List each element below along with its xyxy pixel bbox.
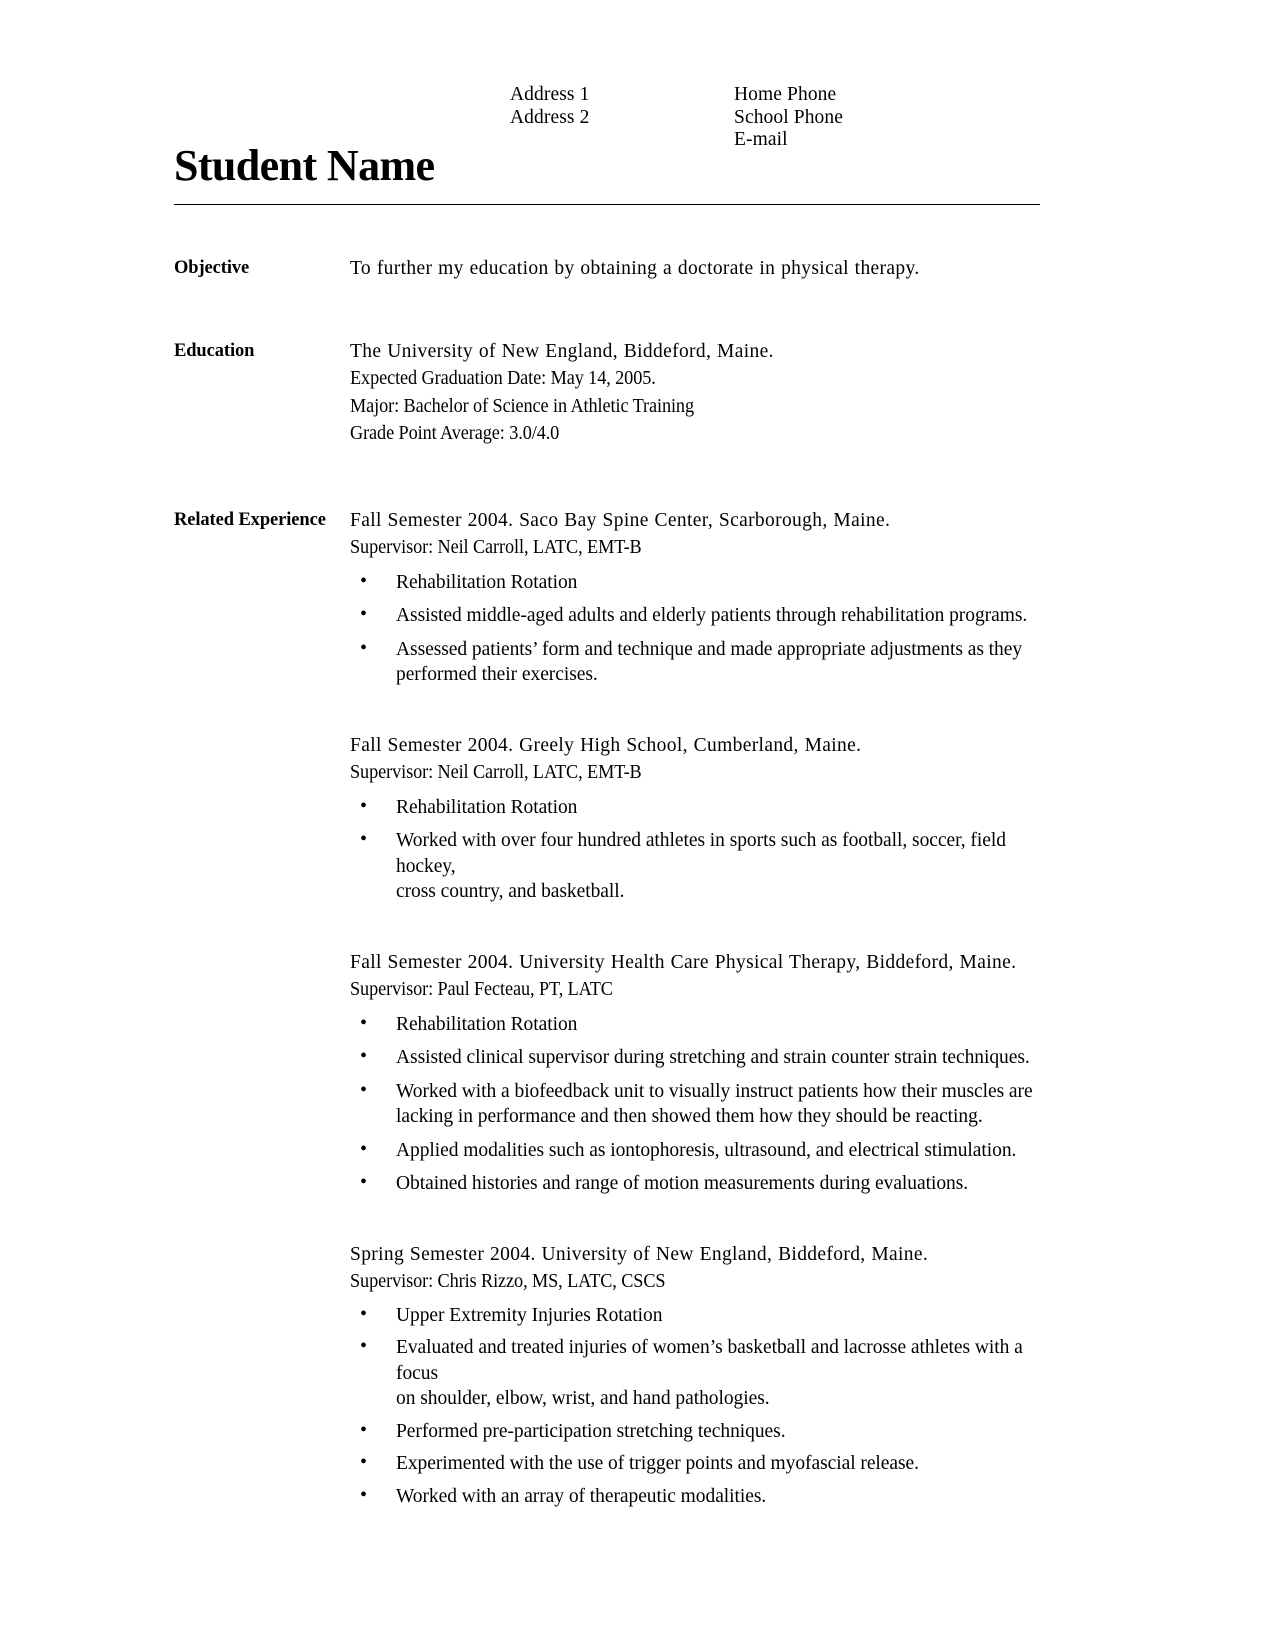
- experience-bullet-list: [350, 1012, 1044, 1197]
- address-2-line: Address 2: [510, 106, 590, 128]
- bullet-line: • Performed pre-participation stretching techniques.: [396, 1420, 786, 1442]
- list-item: [350, 570, 1044, 596]
- bullet-line: • Rehabilitation Rotation: [396, 571, 578, 593]
- section-content-objective: [350, 255, 1044, 283]
- resume-body: [174, 255, 1044, 1509]
- experience-bullet-list: [350, 1303, 1044, 1510]
- bullet-line: • Obtained histories and range of motion measurements during evaluations.: [396, 1173, 969, 1194]
- experience-heading: Spring Semester 2004. University of New England, Biddeford, Maine.: [350, 1243, 929, 1265]
- bullet-line: • Worked with a biofeedback unit to visually instruct patients how their muscles are: [396, 1080, 1033, 1102]
- list-item: [350, 1303, 1044, 1329]
- contact-block: [510, 84, 1042, 152]
- list-item: [350, 1484, 1044, 1510]
- email-line: E-mail: [734, 129, 788, 150]
- list-item: [350, 828, 1044, 905]
- bullet-line: • Assisted clinical supervisor during stretching and strain counter strain techniques.: [396, 1047, 1030, 1068]
- experience-heading: Fall Semester 2004. Greely High School, Cumberland, Maine.: [350, 734, 862, 756]
- section-label-related-experience: Related Experience: [174, 509, 326, 530]
- list-item: [350, 603, 1044, 629]
- bullet-line-cont: lacking in performance and then showed them how they should be reacting.: [396, 1106, 983, 1127]
- list-item: [350, 1171, 1044, 1197]
- objective-text: To further my education by obtaining a doctorate in physical therapy.: [350, 258, 920, 279]
- bullet-line: • Assessed patients’ form and technique and made appropriate adjustments as they: [396, 638, 1023, 660]
- list-item: [350, 1079, 1044, 1130]
- education-line: The University of New England, Biddeford, Maine.: [350, 340, 774, 362]
- list-item: [350, 1138, 1044, 1164]
- experience-supervisor: Supervisor: Neil Carroll, LATC, EMT-B: [350, 537, 642, 558]
- experience-bullet-list: [350, 795, 1044, 905]
- header-divider: [174, 204, 1040, 205]
- experience-entry: [350, 949, 1044, 1197]
- experience-supervisor: Supervisor: Paul Fecteau, PT, LATC: [350, 979, 613, 1000]
- section-label-objective: Objective: [174, 258, 250, 278]
- resume-header: [174, 84, 1042, 190]
- bullet-line: • Rehabilitation Rotation: [396, 1013, 578, 1035]
- bullet-line: • Upper Extremity Injuries Rotation: [396, 1304, 663, 1326]
- experience-heading: Fall Semester 2004. University Health Care Physical Therapy, Biddeford, Maine.: [350, 951, 1017, 973]
- section-objective: [174, 255, 1044, 283]
- list-item: [350, 1045, 1044, 1071]
- school-phone-line: School Phone: [734, 106, 843, 128]
- bullet-line: • Experimented with the use of trigger points and myofascial release.: [396, 1453, 919, 1474]
- experience-entry: [350, 1241, 1044, 1510]
- address-column: [510, 84, 734, 152]
- section-content-related-experience: [350, 507, 1044, 1510]
- section-label-education: Education: [174, 340, 255, 361]
- bullet-line: • Applied modalities such as iontophoresis, ultrasound, and electrical stimulation.: [396, 1139, 1017, 1161]
- page-title: Student Name: [174, 141, 435, 190]
- list-item: [350, 1419, 1044, 1445]
- experience-heading: Fall Semester 2004. Saco Bay Spine Center, Scarborough, Maine.: [350, 509, 891, 531]
- experience-entry: [350, 732, 1044, 905]
- education-line: Major: Bachelor of Science in Athletic Training: [350, 395, 694, 417]
- experience-supervisor: Supervisor: Chris Rizzo, MS, LATC, CSCS: [350, 1271, 666, 1292]
- bullet-line: • Rehabilitation Rotation: [396, 796, 578, 818]
- bullet-line: • Assisted middle-aged adults and elderly patients through rehabilitation programs.: [396, 605, 1028, 626]
- bullet-line-cont: on shoulder, elbow, wrist, and hand pathologies.: [396, 1388, 770, 1409]
- bullet-line-cont: performed their exercises.: [396, 664, 598, 685]
- bullet-line: • Evaluated and treated injuries of women’s basketball and lacrosse athletes with a focus: [396, 1337, 1023, 1384]
- section-related-experience: [174, 507, 1044, 1510]
- experience-bullet-list: [350, 570, 1044, 688]
- experience-supervisor: Supervisor: Neil Carroll, LATC, EMT-B: [350, 762, 642, 783]
- list-item: [350, 1012, 1044, 1038]
- list-item: [350, 795, 1044, 821]
- home-phone-line: Home Phone: [734, 84, 837, 105]
- experience-entry: [350, 507, 1044, 688]
- education-line: Grade Point Average: 3.0/4.0: [350, 423, 560, 444]
- bullet-line: • Worked with an array of therapeutic modalities.: [396, 1485, 767, 1507]
- address-1-line: Address 1: [510, 84, 590, 105]
- bullet-line: • Worked with over four hundred athletes in sports such as football, soccer, field hockey,: [396, 830, 1006, 877]
- list-item: [350, 1335, 1044, 1412]
- contact-column: [734, 84, 1034, 152]
- section-education: [174, 338, 1044, 448]
- list-item: [350, 1451, 1044, 1477]
- list-item: [350, 637, 1044, 688]
- education-line: Expected Graduation Date: May 14, 2005.: [350, 368, 656, 389]
- bullet-line-cont: cross country, and basketball.: [396, 881, 625, 902]
- section-content-education: [350, 338, 1044, 448]
